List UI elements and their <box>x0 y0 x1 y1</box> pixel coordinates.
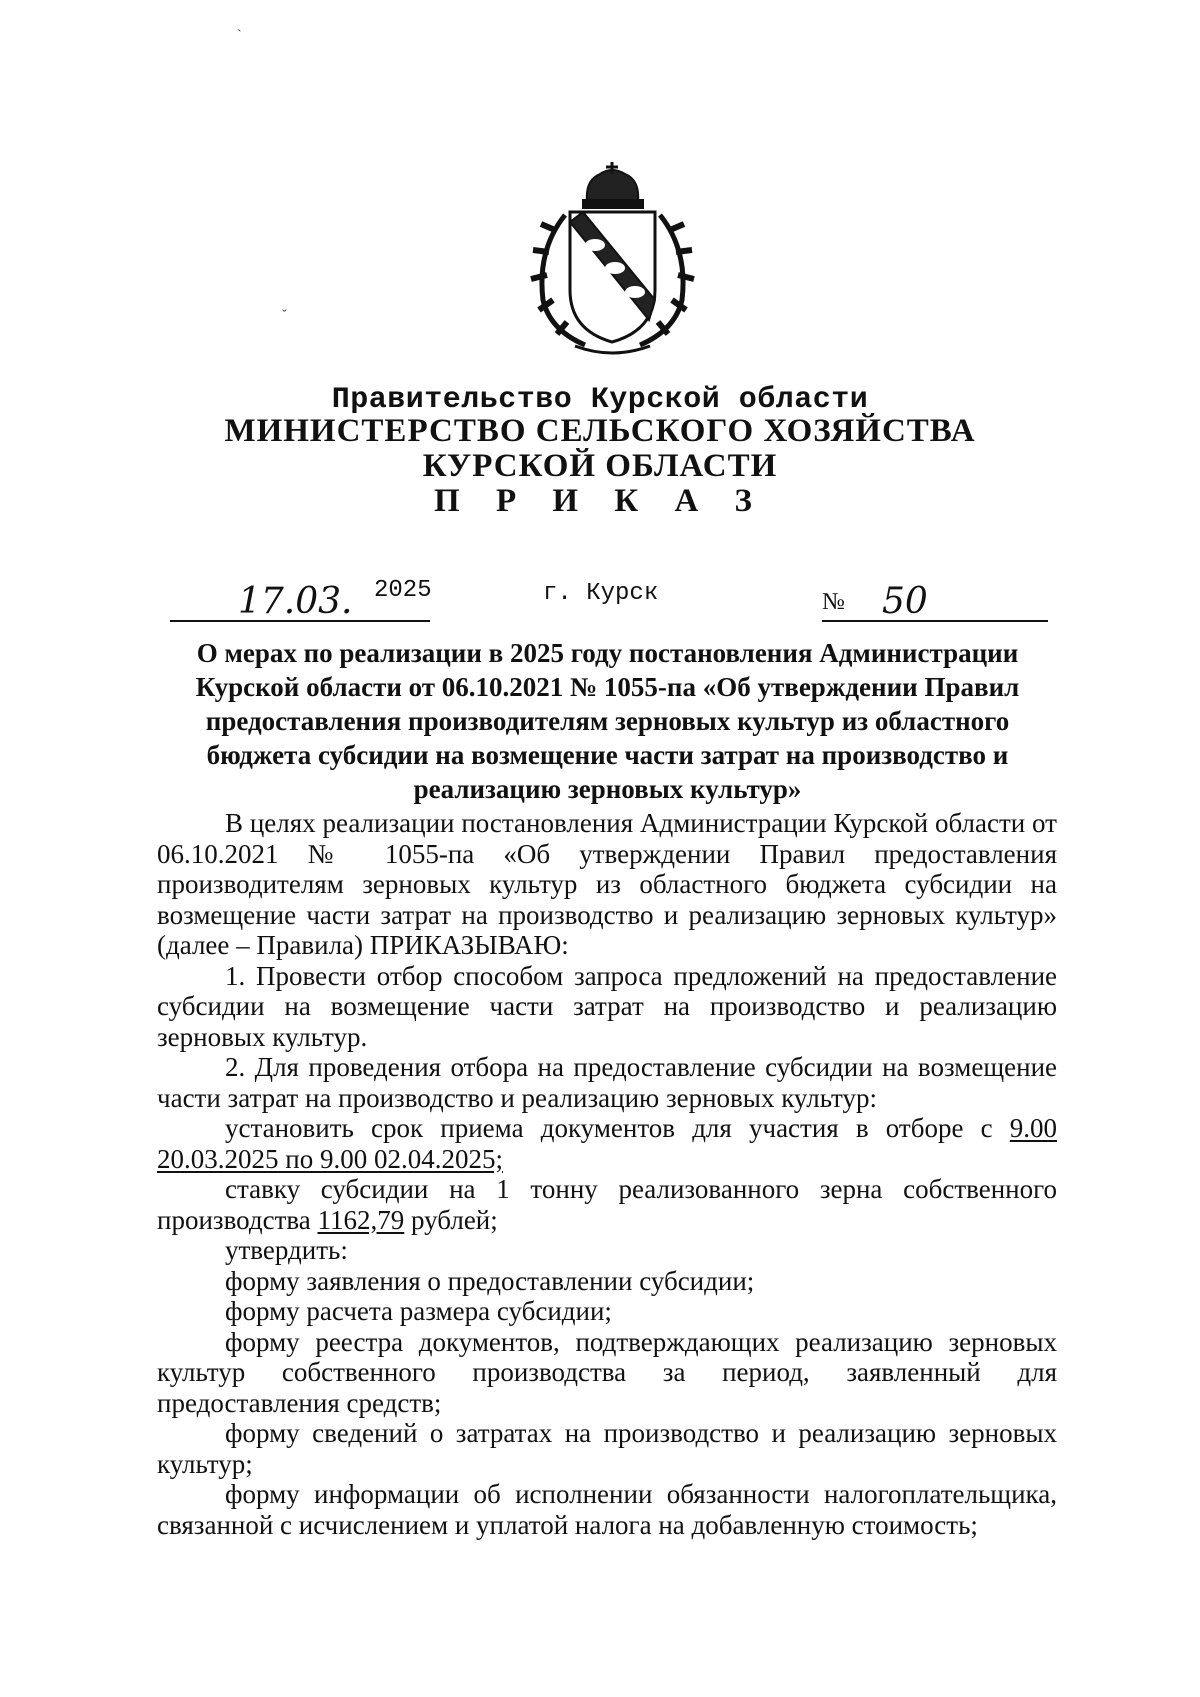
rate-value: 1162,79 <box>317 1204 405 1235</box>
document-title <box>160 636 1055 806</box>
document-body <box>157 808 1057 1540</box>
form-item: форму сведений о затратах на производство и реализацию зерновых культур; <box>157 1418 1057 1479</box>
ministry-name-line2: КУРСКОЙ ОБЛАСТИ <box>422 448 778 484</box>
rate-prefix: ставку субсидии на 1 тонну реализованного зерна собственного производства <box>157 1174 1057 1235</box>
number-label: № <box>822 589 845 615</box>
scan-speck: ` <box>237 28 242 43</box>
form-item: форму реестра документов, подтверждающих реализацию зерновых культур собственного производства за период, заявленный для предоставления средств; <box>157 1326 1057 1418</box>
city: г. Курск <box>543 580 659 607</box>
ministry-name-line1: МИНИСТЕРСТВО СЕЛЬСКОГО ХОЗЯЙСТВА <box>224 413 976 449</box>
term-prefix: установить срок приема документов для участия в отборе с <box>225 1113 1010 1143</box>
title-line: Курской области от 06.10.2021 № 1055-па «Об утверждении Правил <box>195 672 1020 702</box>
title-line: реализацию зерновых культур» <box>413 774 802 804</box>
form-item: форму расчета размера субсидии; <box>225 1296 612 1326</box>
term-period: 9.00 20.03.2025 по 9.00 02.04.2025; <box>157 1113 1057 1174</box>
form-item: форму информации об исполнении обязанности налогоплательщика, связанной с исчислением и уплатой налога на добавленную стоимость; <box>157 1479 1057 1540</box>
number-field <box>822 578 1048 622</box>
title-line: О мерах по реализации в 2025 году постановления Администрации <box>196 638 1019 668</box>
rate-suffix: рублей; <box>404 1204 498 1235</box>
government-name: Правительство Курской области <box>331 383 869 417</box>
intro-paragraph: В целях реализации постановления Администрации Курской области от 06.10.2021 № 1055-па «Об утверждении Правил предоставления производителям зерновых культур из областного бюджета субсидии на возмещение части затрат на производство и реализацию зерновых культур» (далее – Правила) ПРИКАЗЫВАЮ: <box>157 808 1057 960</box>
title-line: предоставления производителям зерновых культур из областного <box>205 706 1010 736</box>
form-item: форму заявления о предоставлении субсидии; <box>225 1265 755 1296</box>
term-paragraph <box>157 1113 1057 1174</box>
item-2: 2. Для проведения отбора на предоставление субсидии на возмещение части затрат на производство и реализацию зерновых культур: <box>157 1052 1057 1113</box>
title-line: бюджета субсидии на возмещение части затрат на производство и <box>206 740 1009 770</box>
rate-paragraph <box>157 1174 1057 1235</box>
document-type: П Р И К А З <box>434 483 766 519</box>
approve-line: утвердить: <box>225 1235 348 1265</box>
coat-of-arms-icon <box>525 160 700 362</box>
item-1: 1. Провести отбор способом запроса предложений на предоставление субсидии на возмещение части затрат на производство и реализацию зерновых культур. <box>157 960 1057 1052</box>
handwritten-date: 17.03. <box>238 581 353 622</box>
date-year: 2025 <box>374 577 432 604</box>
scan-speck: ˇ <box>282 308 287 323</box>
handwritten-number: 50 <box>882 581 928 622</box>
